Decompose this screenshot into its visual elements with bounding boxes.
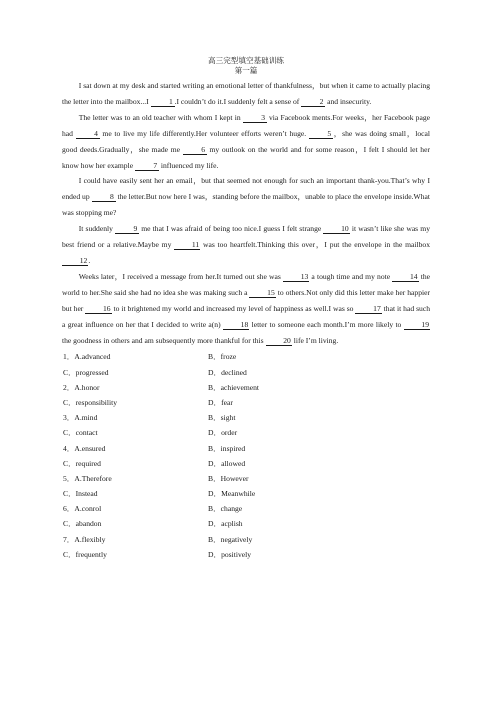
- option-c: C．frequently: [63, 549, 107, 559]
- passage-paragraph: [62, 78, 430, 110]
- option-row: [62, 410, 430, 425]
- blank-17: 17: [355, 305, 381, 314]
- blank-12: 12: [62, 257, 88, 266]
- option-b: B．achievement: [208, 382, 260, 392]
- option-c: C．Instead: [63, 489, 98, 499]
- question-number: 4．: [63, 443, 75, 453]
- blank-4: 4: [76, 130, 100, 139]
- option-a: [62, 501, 208, 516]
- option-row: [62, 471, 430, 486]
- option-c: C．contact: [63, 428, 98, 438]
- option-a-text: A.flexibly: [74, 534, 106, 544]
- passage-paragraph: [62, 269, 430, 349]
- option-d: D．positively: [208, 549, 252, 559]
- option-row: [62, 547, 430, 562]
- option-a: [62, 410, 208, 425]
- passage-text: was too heartfelt.Thinking this over，I put the envelope in the mailbox: [200, 240, 431, 250]
- blank-14: 14: [392, 273, 418, 282]
- passage-text: Weeks later，I received a message from her.It turned out she was: [78, 271, 283, 281]
- option-c: C．progressed: [63, 367, 109, 377]
- passage-text: The letter was to an old teacher with whom I kept in: [78, 112, 243, 122]
- passage-text: the world to her.She said she had no idea she was making such a: [62, 271, 430, 297]
- blank-15: 15: [249, 289, 275, 298]
- question-number: 5．: [63, 473, 75, 483]
- option-row: [62, 441, 430, 456]
- option-row: [62, 349, 430, 364]
- passage-text: my outlook on the world and for some reason，I felt I should let her know how her example: [62, 144, 430, 170]
- option-d: D．order: [208, 428, 238, 438]
- document-title: 高三完型填空基础训练: [208, 56, 284, 65]
- option-a: [62, 471, 208, 486]
- blank-6: 6: [183, 146, 207, 155]
- blank-16: 16: [85, 305, 111, 314]
- option-row: [62, 486, 430, 501]
- option-a: [62, 441, 208, 456]
- blank-5: 5: [309, 130, 333, 139]
- option-d: D．Meanwhile: [208, 489, 256, 499]
- option-a: [62, 532, 208, 547]
- option-a-text: A.conrol: [74, 504, 102, 514]
- option-row: [62, 425, 430, 440]
- blank-20: 20: [266, 337, 292, 346]
- passage-text: and insecurity.: [325, 96, 372, 106]
- passage-text: me that I was afraid of being too nice.I guess I felt strange: [139, 224, 324, 234]
- blank-2: 2: [301, 98, 325, 107]
- document-page: [62, 56, 430, 562]
- passage-text: It suddenly: [78, 224, 116, 234]
- option-b: B．However: [208, 473, 249, 483]
- passage-text: .: [88, 255, 91, 265]
- option-c: C．required: [63, 458, 101, 468]
- question-number: 3．: [63, 413, 75, 423]
- question-number: 1．: [63, 352, 75, 362]
- blank-11: 11: [174, 241, 200, 250]
- answer-options: [62, 349, 430, 562]
- option-row: [62, 501, 430, 516]
- option-c: C．responsibility: [63, 397, 118, 407]
- passage-text: letter to someone each month.I’m more likely to: [249, 319, 404, 329]
- blank-18: 18: [223, 321, 249, 330]
- option-row: [62, 395, 430, 410]
- passage-text: influenced my life.: [158, 160, 219, 170]
- passage-text: the letter.But now here I was，standing before the mailbox，unable to place the envelope inside.What was stopping me?: [62, 192, 430, 218]
- option-d: D．allowed: [208, 458, 246, 468]
- passage-text: I sat down at my desk and started writing an emotional letter of thankfulness，but when it came to actually placing the letter into the mailbox...I: [62, 81, 430, 106]
- option-a-text: A.Therefore: [74, 473, 112, 483]
- question-number: 7．: [63, 534, 75, 544]
- passage-text: to others.Not only did this letter make her happier but her: [62, 287, 430, 313]
- option-b: B．froze: [208, 352, 237, 362]
- passage-text: to it brightened my world and increased my level of happiness as well.I was so: [111, 303, 356, 313]
- option-b: B．negatively: [208, 534, 253, 544]
- option-row: [62, 380, 430, 395]
- blank-8: 8: [92, 193, 116, 202]
- option-a-text: A.ensured: [74, 443, 106, 453]
- option-c: C．abandon: [63, 519, 102, 529]
- passage-text: ，she was doing small，local good deeds.Gradually，she made me: [62, 128, 430, 154]
- passage: [62, 78, 430, 348]
- section-heading: 第一篇: [234, 66, 258, 75]
- option-row: [62, 456, 430, 471]
- passage-paragraph: [62, 221, 430, 269]
- option-a-text: A.honor: [74, 382, 100, 392]
- blank-13: 13: [283, 273, 309, 282]
- passage-text: it wasn’t like she was my best friend or a relative.Maybe my: [62, 224, 430, 250]
- passage-text: a tough time and my note: [309, 271, 393, 281]
- passage-paragraph: [62, 110, 430, 174]
- blank-10: 10: [323, 225, 349, 234]
- option-row: [62, 365, 430, 380]
- passage-text: me to live my life differently.Her volunteer efforts weren’t huge.: [99, 128, 309, 138]
- blank-3: 3: [243, 114, 267, 123]
- option-b: B．sight: [208, 413, 236, 423]
- passage-text: the goodness in others and am subsequently more thankful for this: [62, 335, 266, 345]
- question-number: 6．: [63, 504, 75, 514]
- option-d: D．acplish: [208, 519, 243, 529]
- passage-text: via Facebook ments.For weeks，her Facebook page had: [62, 112, 431, 138]
- passage-text: I could have easily sent her an email，but that seemed not enough for such an important thank-you.That’s why I ended up: [62, 176, 430, 202]
- blank-19: 19: [404, 321, 430, 330]
- question-number: 2．: [63, 382, 75, 392]
- option-a-text: A.mind: [74, 413, 98, 423]
- passage-paragraph: [62, 173, 430, 221]
- blank-7: 7: [135, 162, 159, 171]
- option-a: [62, 349, 208, 364]
- option-a-text: A.advanced: [74, 352, 111, 362]
- passage-text: .I couldn’t do it.I suddenly felt a sense of: [174, 96, 302, 106]
- option-row: [62, 532, 430, 547]
- option-d: D．declined: [208, 367, 247, 377]
- blank-9: 9: [115, 225, 139, 234]
- option-b: B．inspired: [208, 443, 246, 453]
- option-b: B．change: [208, 504, 243, 514]
- option-a: [62, 380, 208, 395]
- blank-1: 1: [151, 98, 175, 107]
- passage-text: life I’m living.: [291, 335, 339, 345]
- passage-text: that it had such a great influence on her that I decided to write a(n): [62, 303, 430, 329]
- option-d: D．fear: [208, 397, 233, 407]
- option-row: [62, 516, 430, 531]
